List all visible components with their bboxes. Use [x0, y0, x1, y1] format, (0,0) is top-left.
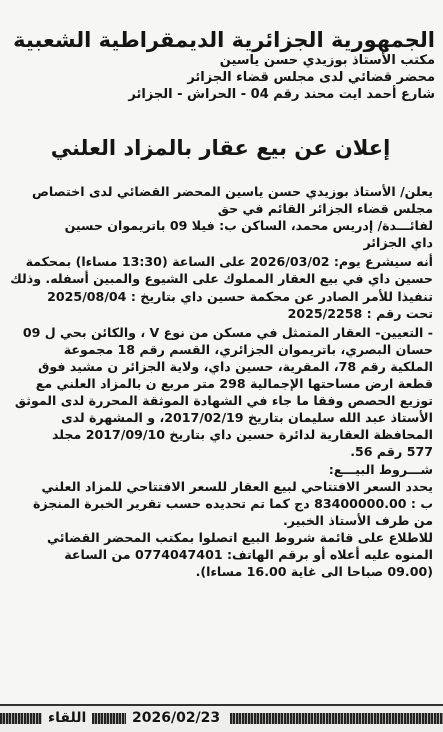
auction-announcement-title: إعلان عن بيع عقار بالمزاد العلني: [50, 136, 391, 160]
office-address: شارع أحمد ايت محند رقم 04 - الحراش - الجزائر: [128, 87, 435, 102]
body-line: من طرف الأستاذ الخبير.: [282, 512, 433, 528]
office-role: محضر قضائي لدى مجلس قضاء الجزائر: [187, 70, 435, 85]
body-line: (09.00 صباحا الى غاية 16.00 مساءا).: [195, 564, 433, 580]
body-line: المنوه عليه أعلاه أو برقم الهاتف: 0774047401 من الساعة: [64, 546, 433, 562]
body-line: أنه سيشرع يوم: 2026/03/02 على الساعة (13:30 مساءا) بمحكمة: [25, 254, 433, 270]
body-line: الأستاذ عبد الله سليمان بتاريخ 2017/02/19، و المشهرة لدى: [61, 410, 433, 426]
body-line: 577 رقم 56.: [350, 444, 433, 460]
newspaper-name: اللقاء: [44, 709, 90, 727]
footer-rule-left: [0, 713, 42, 724]
announcement-body: [6, 183, 435, 580]
footer-rule-middle: [92, 713, 126, 724]
newspaper-footer: [0, 704, 443, 732]
office-header: [6, 52, 435, 103]
body-line: يحدد السعر الافتتاحي لبيع العقار للسعر الافتتاحي للمزاد العلني: [41, 478, 433, 494]
body-line: مجلس قضاء الجزائر القائم في حق: [217, 201, 433, 217]
body-line: الملكية رقم 78، المقرية، حسين داي، ولاية الجزائر ن مشيد فوق: [38, 358, 433, 374]
body-line: لفائـــدة/ إدريس محمد، الساكن ب: فيلا 09 باتريموان حسين: [64, 218, 433, 234]
office-name: مكتب الأستاذ بوزيدي حسن ياسين: [219, 53, 435, 68]
body-line: تحت رقم : 2025/2258: [287, 305, 433, 321]
body-line: يعلن/ الأستاذ بوزيدي حسن ياسين المحضر القضائي لدى اختصاص: [31, 184, 433, 199]
body-line: المحافظة العقارية لدائرة حسين داي بتاريخ 2017/09/10 مجلد: [52, 427, 433, 443]
republic-title: الجمهورية الجزائرية الديمقراطية الشعبية: [13, 28, 435, 52]
conditions-heading: شـــروط البيـــع:: [328, 461, 433, 477]
body-line: توزيع الحصص وفقا ما جاء في الشهادة الموثقة المحررة لدى الموثق: [14, 393, 433, 409]
body-line: حسين داي في بيع العقار المملوك على الشيوع والمبين أسفله. وذلك: [10, 271, 433, 287]
body-line: - التعيين- العقار المتمثل في مسكن من نوع V ، والكائن بحي ل 09: [22, 324, 433, 340]
footer-rule-right: [230, 713, 443, 724]
publication-date: 2026/02/23: [128, 709, 224, 727]
body-line: داي الجزائر: [363, 235, 433, 251]
body-line: قطعة ارض مساحتها الإجمالية 298 متر مربع ن بالمزاد العلني مع: [35, 376, 433, 392]
body-line: ب : 83400000.00 دج كما تم تحديده حسب تقرير الخبرة المنجزة: [32, 495, 433, 511]
body-line: حسان البصري، باتريموان الجزائري، القسم رقم 18 مجموعة: [63, 341, 433, 357]
body-line: للاطلاع على قائمة شروط البيع اتصلوا بمكتب المحضر القضائي: [46, 529, 433, 545]
body-line: تنفيذا للأمر الصادر عن محكمة حسين داي بتاريخ : 2025/08/04: [47, 288, 433, 304]
